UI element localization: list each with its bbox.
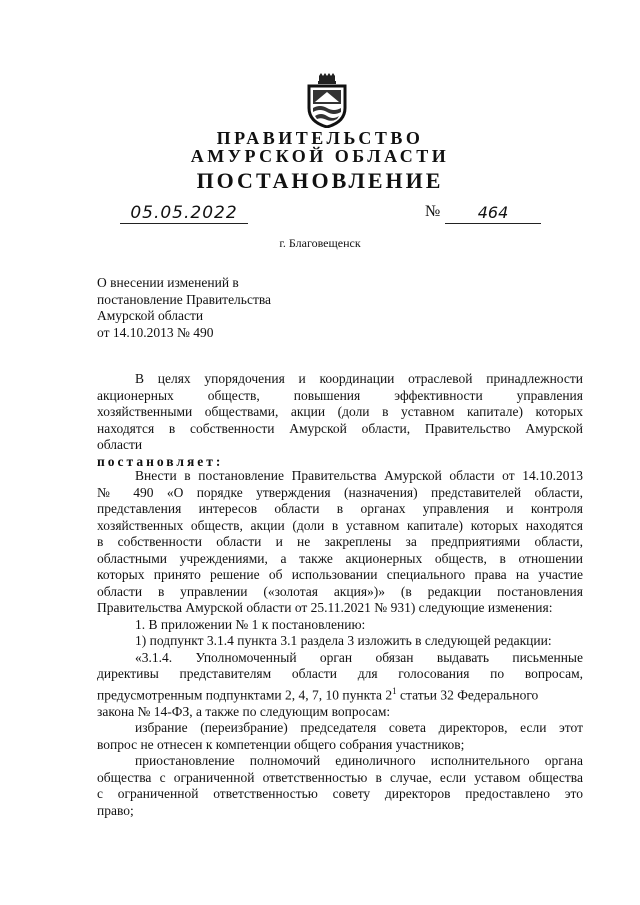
item-1: 1. В приложении № 1 к постановлению: — [135, 616, 366, 632]
document-type: ПОСТАНОВЛЕНИЕ — [196, 168, 444, 193]
city: г. Благовещенск — [279, 236, 361, 250]
postanovlyaet-word: постановляет: — [97, 453, 224, 469]
title-line: О внесении изменений в — [97, 275, 239, 290]
text-line: Внести в постановление Правительства Амурской области от 14.10.2013 — [135, 468, 583, 483]
text-line-with-superscript — [97, 683, 583, 704]
org-name-line2: АМУРСКОЙ ОБЛАСТИ — [190, 146, 450, 166]
text-line: находятся в собственности Амурской области, Правительство Амурской — [97, 420, 583, 436]
text-line: вопрос не отнесен к компетенции общего собрания участников; — [97, 736, 465, 752]
text-line: с ограниченной ответственностью совету директоров предоставлено это — [97, 786, 583, 801]
text-line: области — [97, 437, 143, 452]
text-line: которых принято решение об использовании специального права на участие — [97, 567, 583, 582]
document-title — [97, 275, 271, 341]
title-line: Амурской области — [97, 308, 204, 323]
text-span: предусмотренным подпунктами 2, 4, 7, 10 пункта 2 — [97, 687, 393, 702]
coat-of-arms-emblem — [305, 72, 349, 128]
text-line: хозяйственными обществами, акции (доли в уставном капитале) которых — [97, 404, 583, 419]
text-line: представления интересов области в органах управления и контроля — [97, 501, 583, 516]
text-line: № 490 «О порядке утверждения (назначения) представителей области, — [97, 484, 583, 500]
text-line: области в управлении («золотая акция»)» (в редакции постановления — [97, 583, 583, 599]
text-line: «3.1.4. Уполномоченный орган обязан выдавать письменные — [135, 649, 583, 665]
document-number: 464 — [445, 203, 541, 224]
amendment-paragraph — [97, 468, 583, 819]
text-line: областными учреждениями, а также акционерных обществ, в отношении — [97, 550, 583, 566]
text-line: избрание (переизбрание) председателя совета директоров, если этот — [135, 720, 583, 735]
text-line: директивы представителям области для голосования по вопросам, — [97, 666, 583, 681]
text-line: приостановление полномочий единоличного исполнительного органа — [135, 753, 583, 768]
title-line: постановление Правительства — [97, 291, 272, 307]
text-line: общества с ограниченной ответственностью в случае, если уставом общества — [97, 769, 583, 785]
document-date: 05.05.2022 — [120, 203, 248, 224]
text-line: хозяйственных обществ, акции (доли в уставном капитале) которых находятся — [97, 517, 583, 533]
text-span: статьи 32 Федерального — [396, 687, 539, 702]
text-line: акционерных обществ, повышения эффективности управления — [97, 387, 583, 403]
text-line: Правительства Амурской области от 25.11.2021 № 931) следующие изменения: — [97, 600, 553, 615]
text-line: в собственности области и не закреплены за предприятиями области, — [97, 534, 583, 549]
superscript: 1 — [392, 685, 397, 696]
preamble-paragraph — [97, 371, 583, 470]
title-line: от 14.10.2013 № 490 — [97, 324, 214, 340]
text-line: закона № 14-ФЗ, а также по следующим вопросам: — [97, 703, 391, 719]
text-line: право; — [97, 802, 134, 818]
org-name-line1: ПРАВИТЕЛЬСТВО — [216, 128, 424, 148]
item-1-1: 1) подпункт 3.1.4 пункта 3.1 раздела 3 изложить в следующей редакции: — [135, 633, 552, 648]
number-label: № — [425, 203, 441, 220]
text-line: В целях упорядочения и координации отраслевой принадлежности — [135, 371, 583, 386]
